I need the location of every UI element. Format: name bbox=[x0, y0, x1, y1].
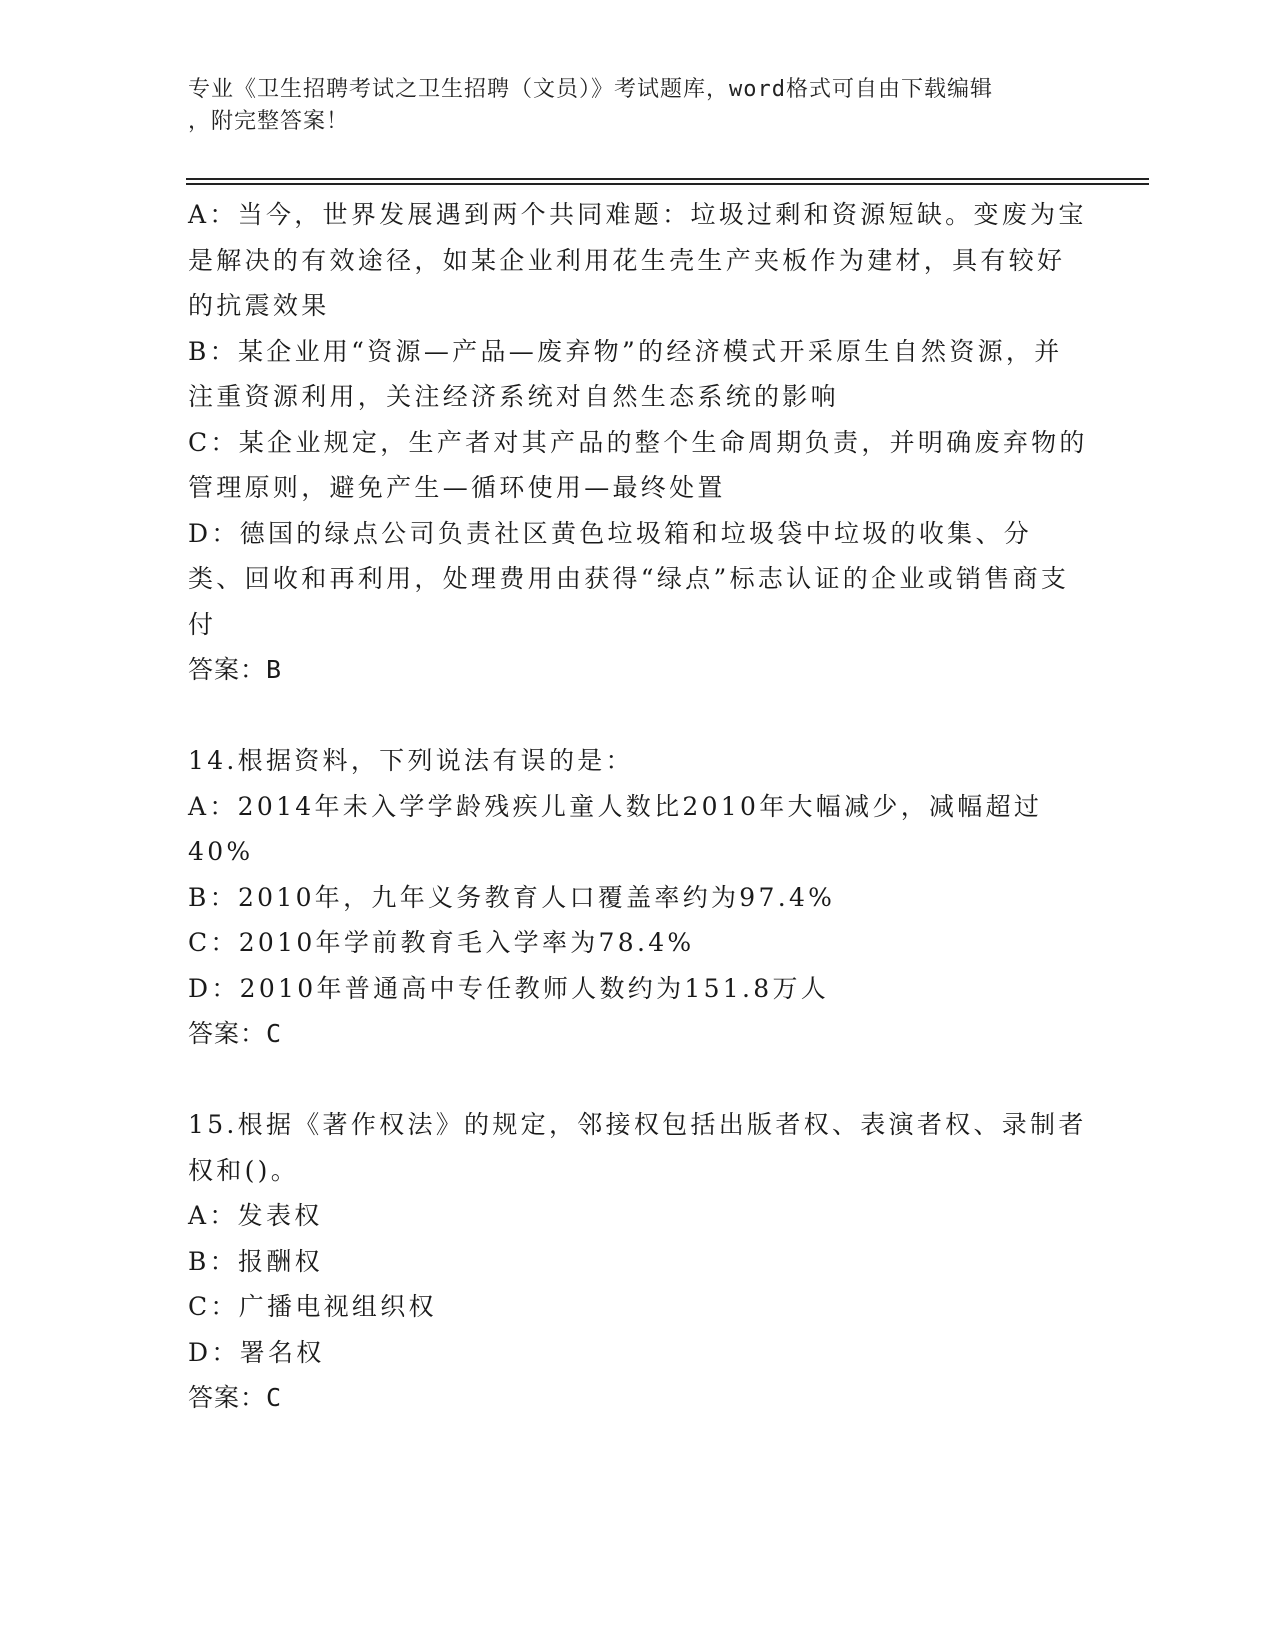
header-line-2: ，附完整答案！ bbox=[188, 109, 350, 134]
header-rule-bottom bbox=[186, 183, 1149, 185]
q14-option-b: B：2010年，九年义务教育人口覆盖率约为97.4% bbox=[188, 882, 836, 912]
q15-option-d: D：署名权 bbox=[188, 1337, 325, 1367]
q15-option-a: A：发表权 bbox=[188, 1201, 323, 1230]
q14-stem: 14.根据资料，下列说法有误的是： bbox=[188, 746, 634, 775]
q15-option-c: C：广播电视组织权 bbox=[188, 1292, 437, 1321]
question-spacer bbox=[188, 1057, 1088, 1103]
q15-option-b: B：报酬权 bbox=[188, 1246, 323, 1276]
header-rule-top bbox=[186, 178, 1149, 180]
document-header bbox=[188, 74, 1088, 138]
q14-answer: 答案：C bbox=[188, 1019, 283, 1048]
q13-option-c: C：某企业规定，生产者对其产品的整个生命周期负责，并明确废弃物的管理原则，避免产生—循环使用—最终处置 bbox=[188, 427, 1088, 502]
q15-stem: 15.根据《著作权法》的规定，邻接权包括出版者权、表演者权、录制者权和()。 bbox=[188, 1110, 1087, 1185]
q13-answer: 答案：B bbox=[188, 655, 283, 684]
q14-option-c: C：2010年学前教育毛入学率为78.4% bbox=[188, 928, 695, 957]
q13-option-a: A：当今，世界发展遇到两个共同难题：垃圾过剩和资源短缺。变废为宝是解决的有效途径，如某企业利用花生壳生产夹板作为建材，具有较好的抗震效果 bbox=[188, 200, 1087, 320]
question-spacer bbox=[188, 693, 1088, 739]
q15-answer: 答案：C bbox=[188, 1383, 283, 1412]
q13-option-b: B：某企业用“资源—产品—废弃物”的经济模式开采原生自然资源，并注重资源利用，关注经济系统对自然生态系统的影响 bbox=[188, 336, 1063, 411]
q14-option-d: D：2010年普通高中专任教师人数约为151.8万人 bbox=[188, 973, 830, 1003]
q14-option-a: A：2014年未入学学龄残疾儿童人数比2010年大幅减少，减幅超过40% bbox=[188, 791, 1043, 866]
question-content bbox=[188, 192, 1088, 1421]
header-line-1: 专业《卫生招聘考试之卫生招聘（文员）》考试题库，word格式可自由下载编辑 bbox=[188, 77, 993, 102]
q13-option-d: D：德国的绿点公司负责社区黄色垃圾箱和垃圾袋中垃圾的收集、分类、回收和再利用，处理费用由获得“绿点”标志认证的企业或销售商支付 bbox=[188, 518, 1070, 639]
